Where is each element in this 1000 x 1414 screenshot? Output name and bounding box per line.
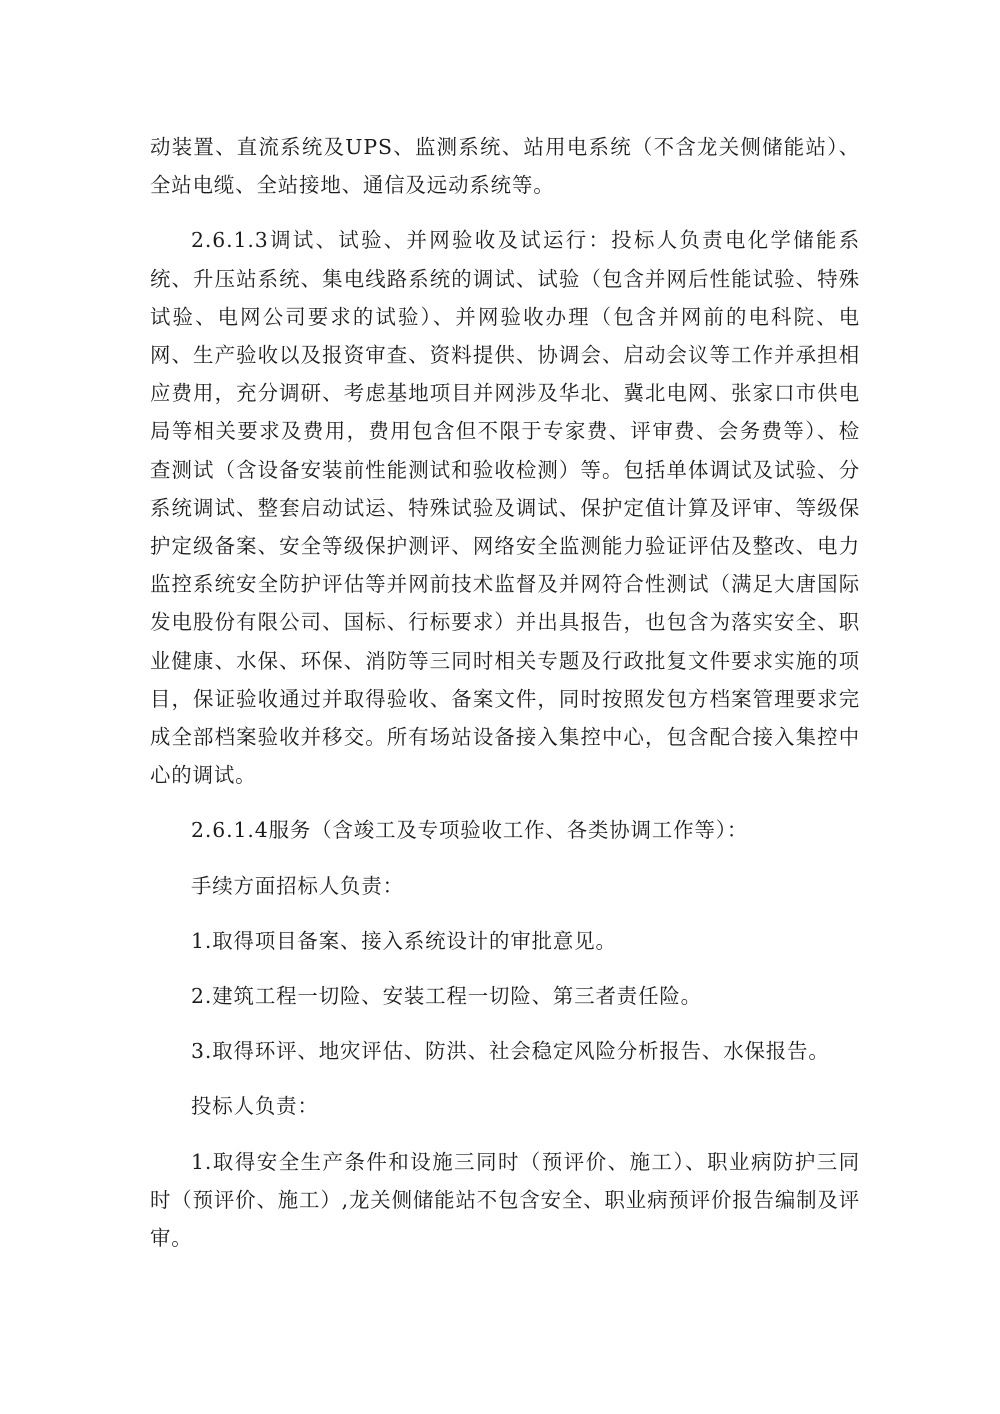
- paragraph-tenderer-responsibilities-heading: 手续方面招标人负责：: [191, 873, 404, 898]
- document-body: [150, 128, 860, 1257]
- list-item-tenderer-3: 3.取得环评、地灾评估、防洪、社会稳定风险分析报告、水保报告。: [191, 1039, 830, 1064]
- paragraph-section-2-6-1-3: 2.6.1.3调试、试验、并网验收及试运行：投标人负责电化学储能系统、升压站系统、集电线路系统的调试、试验（包含并网后性能试验、特殊试验、电网公司要求的试验）、并网验收办理（包含并网前的电科院、电网、生产验收以及报资审查、资料提供、协调会、启动会议等工作并承担相应费用，充分调研、考虑基地项目并网涉及华北、冀北电网、张家口市供电局等相关要求及费用，费用包含但不限于专家费、评审费、会务费等）、检查测试（含设备安装前性能测试和验收检测）等。包括单体调试及试验、分系统调试、整套启动试运、特殊试验及调试、保护定值计算及评审、等级保护定级备案、安全等级保护测评、网络安全监测能力验证评估及整改、电力监控系统安全防护评估等并网前技术监督及并网符合性测试（满足大唐国际发电股份有限公司、国标、行标要求）并出具报告，也包含为落实安全、职业健康、水保、环保、消防等三同时相关专题及行政批复文件要求实施的项目，保证验收通过并取得验收、备案文件，同时按照发包方档案管理要求完成全部档案验收并移交。所有场站设备接入集控中心，包含配合接入集控中心的调试。: [150, 228, 860, 788]
- paragraph-continued-scope: 动装置、直流系统及UPS、监测系统、站用电系统（不含龙关侧储能站）、全站电缆、全站接地、通信及远动系统等。: [150, 135, 860, 198]
- paragraph-section-2-6-1-4: 2.6.1.4服务（含竣工及专项验收工作、各类协调工作等）：: [191, 818, 749, 843]
- list-item-bidder-1: 1.取得安全生产条件和设施三同时（预评价、施工）、职业病防护三同时（预评价、施工）,龙关侧储能站不包含安全、职业病预评价报告编制及评审。: [150, 1149, 860, 1251]
- list-item-tenderer-1: 1.取得项目备案、接入系统设计的审批意见。: [191, 928, 617, 953]
- list-item-tenderer-2: 2.建筑工程一切险、安装工程一切险、第三者责任险。: [191, 984, 702, 1009]
- paragraph-bidder-responsibilities-heading: 投标人负责：: [191, 1094, 319, 1119]
